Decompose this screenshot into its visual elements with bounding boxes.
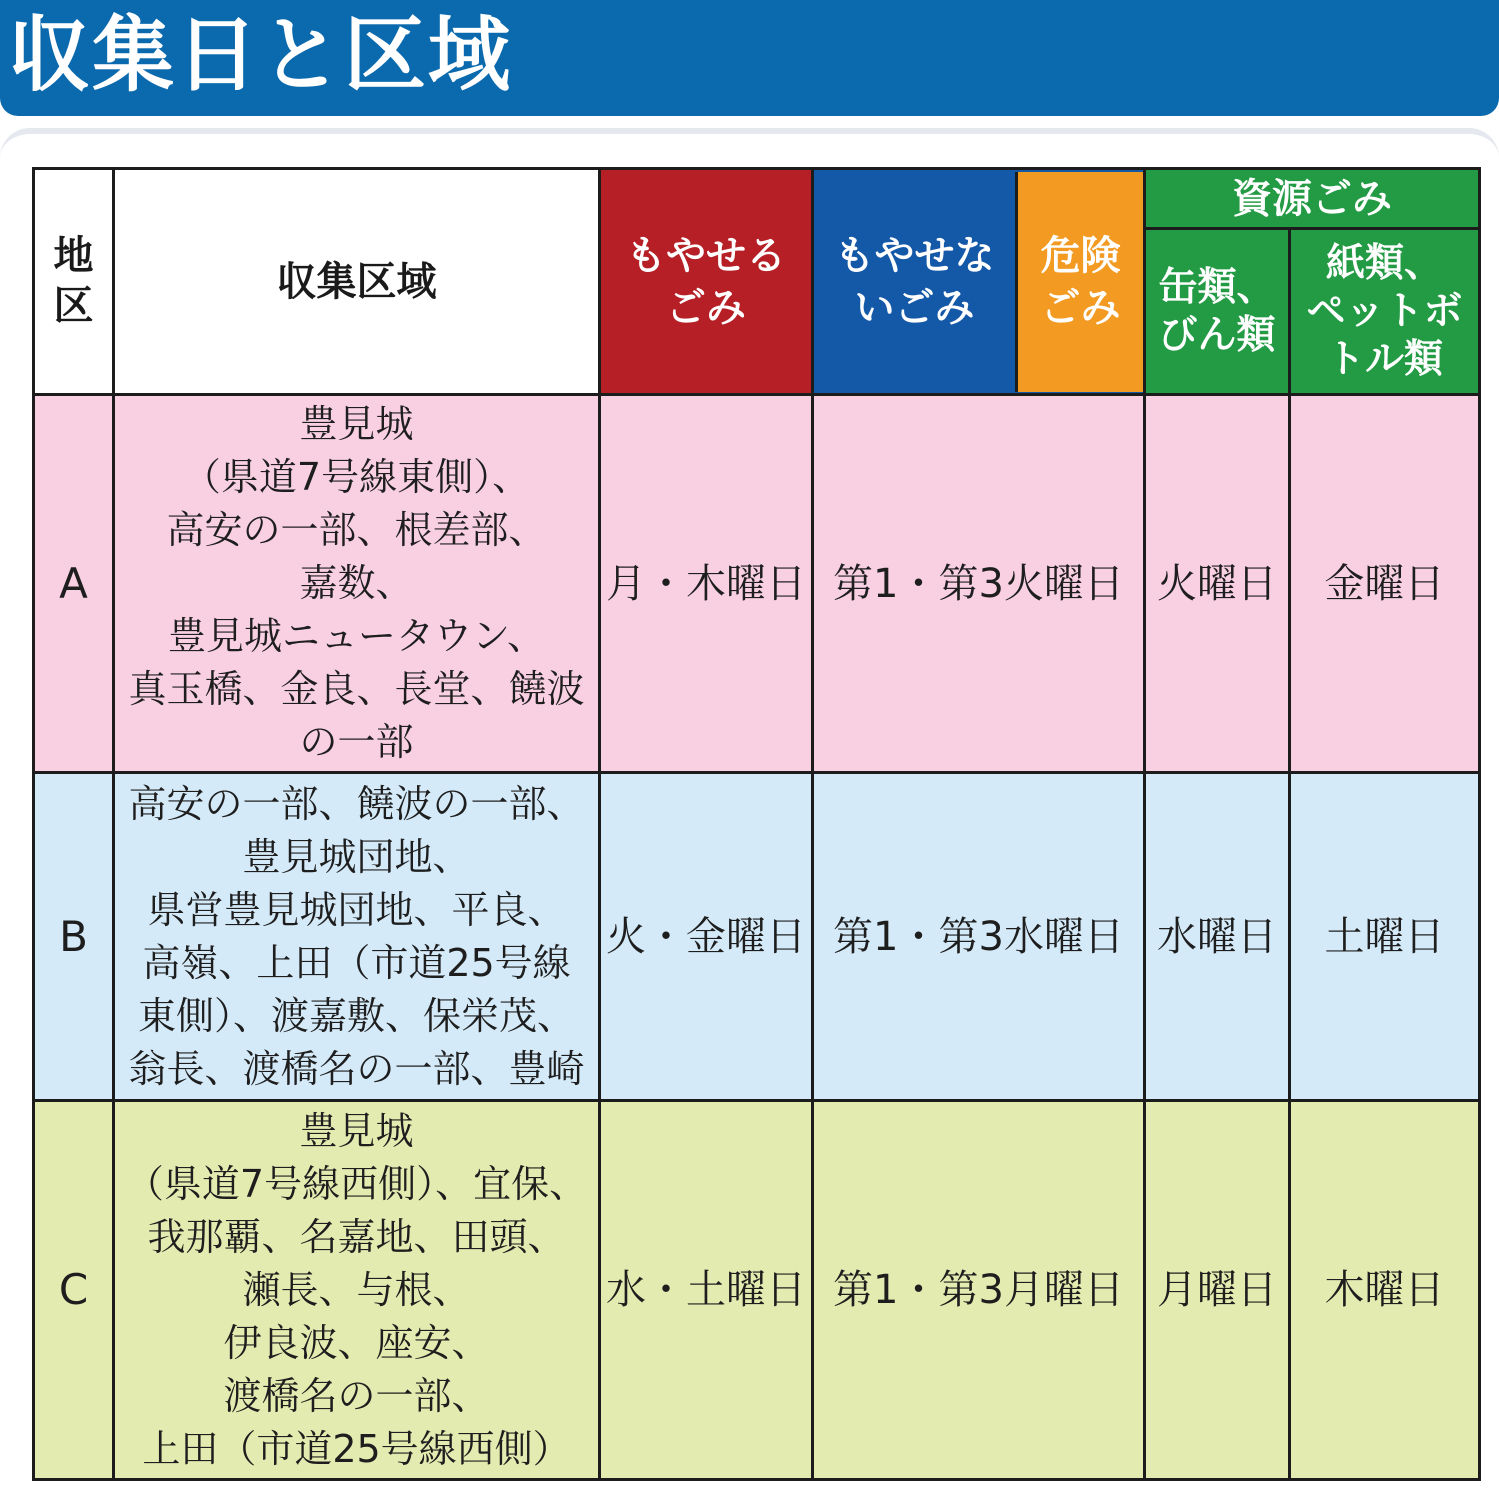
nonburnable-day: 第1・第3水曜日 xyxy=(813,773,1145,1101)
header-district: 地 区 xyxy=(34,169,114,395)
title-banner xyxy=(0,0,1499,116)
paper-day: 木曜日 xyxy=(1290,1101,1480,1480)
burnable-day: 火・金曜日 xyxy=(600,773,813,1101)
collection-schedule-table xyxy=(32,167,1481,1481)
nonburnable-day: 第1・第3月曜日 xyxy=(813,1101,1145,1480)
cans-day: 火曜日 xyxy=(1145,395,1290,773)
header-collection-area: 収集区域 xyxy=(114,169,600,395)
district-code: B xyxy=(34,773,114,1101)
header-resource: 資源ごみ xyxy=(1145,169,1480,229)
table-row xyxy=(34,395,1480,773)
collection-areas: 豊見城 （県道7号線東側）、 高安の一部、根差部、 嘉数、 豊見城ニュータウン、 真玉橋、金良、長堂、饒波 の一部 xyxy=(114,395,600,773)
page-title: 収集日と区域 xyxy=(8,8,513,103)
header-burnable: もやせる ごみ xyxy=(600,169,813,395)
header-nonburnable: もやせな いごみ xyxy=(814,172,1018,392)
burnable-day: 月・木曜日 xyxy=(600,395,813,773)
header-paper-pet: 紙類、 ペットボ トル類 xyxy=(1290,229,1480,395)
burnable-day: 水・土曜日 xyxy=(600,1101,813,1480)
table-row xyxy=(34,1101,1480,1480)
district-code: C xyxy=(34,1101,114,1480)
collection-areas: 高安の一部、饒波の一部、 豊見城団地、 県営豊見城団地、平良、 高嶺、上田（市道25号線 東側）、渡嘉敷、保栄茂、 翁長、渡橋名の一部、豊崎 xyxy=(114,773,600,1101)
header-hazardous: 危険 ごみ xyxy=(1018,172,1143,392)
cans-day: 月曜日 xyxy=(1145,1101,1290,1480)
paper-day: 土曜日 xyxy=(1290,773,1480,1101)
header-cans-bottles: 缶類、 びん類 xyxy=(1145,229,1290,395)
collection-areas: 豊見城 （県道7号線西側）、宜保、 我那覇、名嘉地、田頭、 瀬長、与根、 伊良波、座安、 渡橋名の一部、 上田（市道25号線西側） xyxy=(114,1101,600,1480)
cans-day: 水曜日 xyxy=(1145,773,1290,1101)
header-nonburnable-hazardous xyxy=(813,169,1145,395)
paper-day: 金曜日 xyxy=(1290,395,1480,773)
table-row xyxy=(34,773,1480,1101)
district-code: A xyxy=(34,395,114,773)
nonburnable-day: 第1・第3火曜日 xyxy=(813,395,1145,773)
